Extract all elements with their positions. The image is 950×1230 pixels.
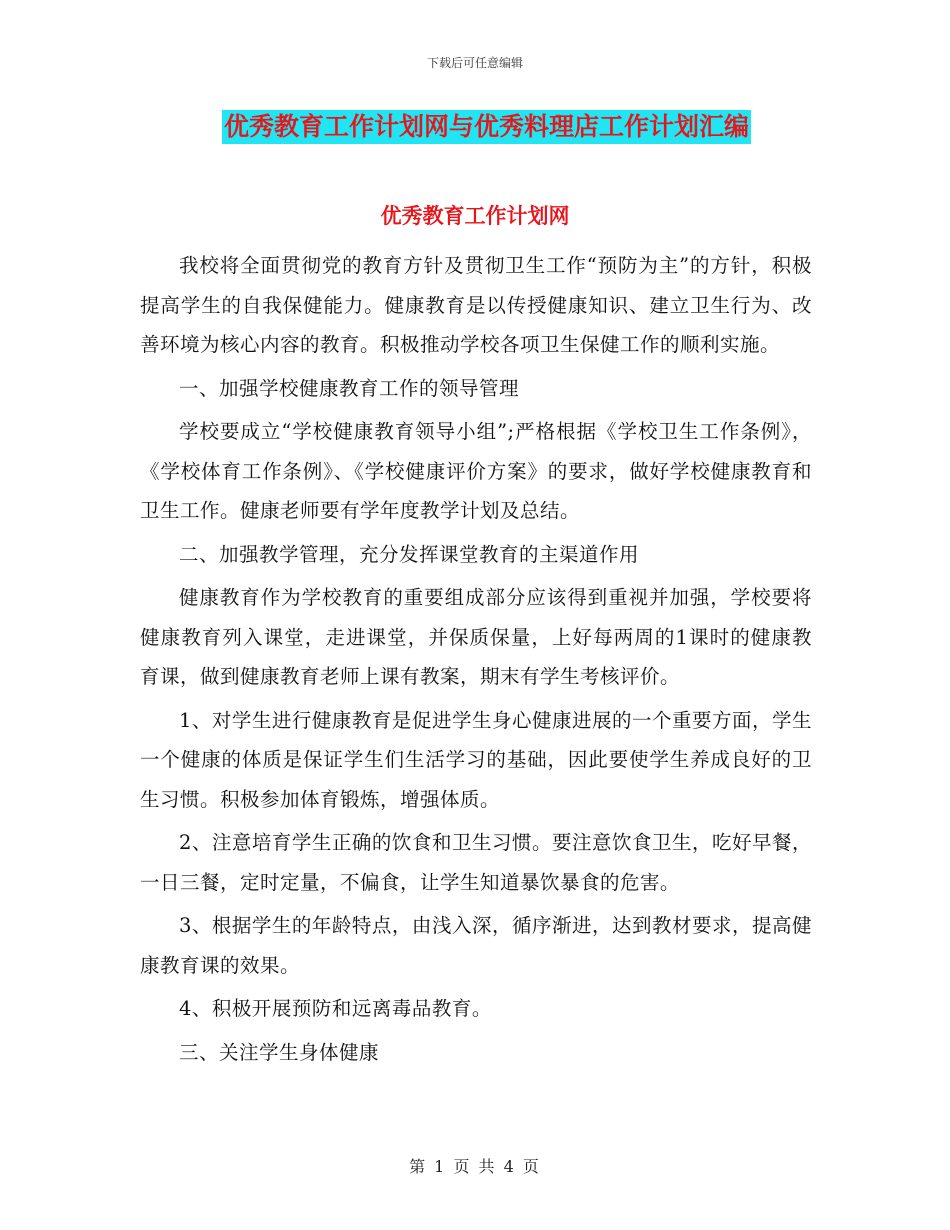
list-item-3: 3、根据学生的年龄特点，由浅入深，循序渐进，达到教材要求，提高健康教育课的效果。 (140, 914, 812, 977)
page-number: 第 1 页 共 4 页 (409, 1157, 541, 1176)
document-body (140, 246, 812, 1076)
heading-teaching: 二、加强教学管理，充分发挥课堂教育的主渠道作用 (179, 542, 640, 566)
paragraph-intro: 我校将全面贯彻党的教育方针及贯彻卫生工作“预防为主”的方针，积极提高学生的自我保健能力。健康教育是以传授健康知识、建立卫生行为、改善环境为核心内容的教育。积极推动学校各项卫生保健工作的顺利实施。 (140, 254, 812, 356)
list-item-2: 2、注意培育学生正确的饮食和卫生习惯。要注意饮食卫生，吃好早餐，一日三餐，定时定量，不偏食，让学生知道暴饮暴食的危害。 (140, 831, 812, 894)
list-item-1: 1、对学生进行健康教育是促进学生身心健康进展的一个重要方面，学生一个健康的体质是保证学生们生活学习的基础，因此要使学生养成良好的卫生习惯。积极参加体育锻炼，增强体质。 (140, 708, 812, 811)
list-item-4: 4、积极开展预防和远离毒品教育。 (179, 997, 492, 1020)
heading-health: 三、关注学生身体健康 (179, 1040, 380, 1064)
section-title: 优秀教育工作计划网 (380, 204, 570, 228)
paragraph-teaching: 健康教育作为学校教育的重要组成部分应该得到重视并加强，学校要将健康教育列入课堂，走进课堂，并保质保量，上好每两周的1课时的健康教育课，做到健康教育老师上课有教案，期末有学生考核评价。 (140, 586, 812, 688)
heading-leadership: 一、加强学校健康教育工作的领导管理 (179, 376, 520, 400)
header-note: 下载后可任意编辑 (426, 56, 523, 70)
document-title: 优秀教育工作计划网与优秀料理店工作计划汇编 (222, 110, 751, 144)
paragraph-leadership: 学校要成立“学校健康教育领导小组”;严格根据《学校卫生工作条例》，《学校体育工作条例》、《学校健康评价方案》的要求，做好学校健康教育和卫生工作。健康老师要有学年度教学计划及总结。 (140, 420, 812, 522)
